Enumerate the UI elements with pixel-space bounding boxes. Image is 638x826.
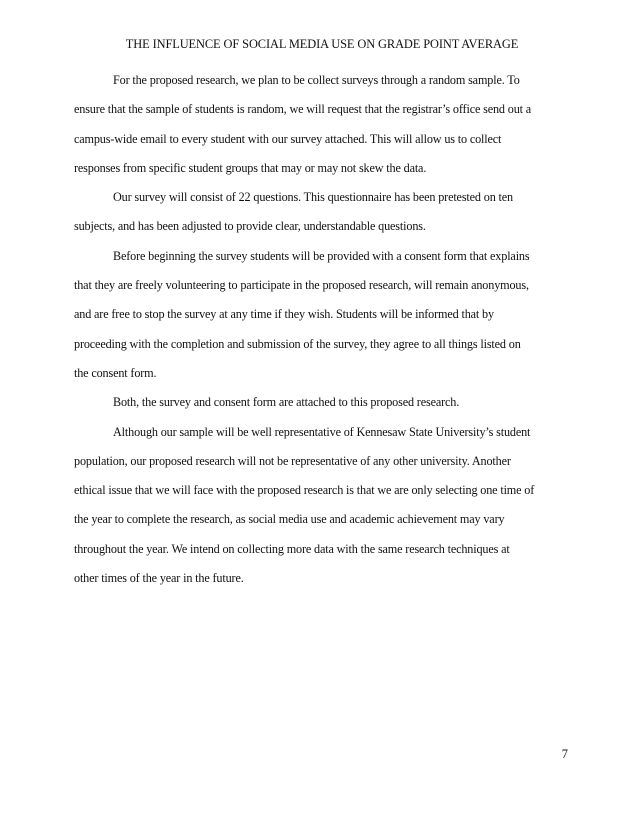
paragraph-sampling-line-4: responses from specific student groups that may or may not skew the data. xyxy=(74,160,427,175)
paragraph-sampling-line-3: campus-wide email to every student with our survey attached. This will allow us to collect xyxy=(74,131,502,146)
paragraph-limitations-line-4: the year to complete the research, as social media use and academic achievement may vary xyxy=(74,512,505,527)
paragraph-sampling-line-1: For the proposed research, we plan to be collect surveys through a random sample. To xyxy=(113,73,520,87)
paragraph-limitations-line-2: population, our proposed research will not be representative of any other university. Another xyxy=(74,453,511,468)
paragraph-limitations-line-3: ethical issue that we will face with the proposed research is that we are only selecting one time of xyxy=(74,483,535,498)
paragraph-survey-line-2: subjects, and has been adjusted to provide clear, understandable questions. xyxy=(74,219,426,234)
paragraph-consent-line-2: that they are freely volunteering to participate in the proposed research, will remain anonymous, xyxy=(74,278,529,293)
paragraph-sampling-line-2: ensure that the sample of students is random, we will request that the registrar’s office send out a xyxy=(74,102,532,117)
paragraph-limitations-line-5: throughout the year. We intend on collecting more data with the same research techniques at xyxy=(74,541,510,556)
paragraph-attachments-line-1: Both, the survey and consent form are attached to this proposed research. xyxy=(113,395,460,410)
paragraph-consent-line-1: Before beginning the survey students will be provided with a consent form that explains xyxy=(113,248,530,263)
body-text xyxy=(74,66,574,593)
page-number: 7 xyxy=(561,747,568,761)
paragraph-consent-line-5: the consent form. xyxy=(74,365,157,380)
paragraph-consent-line-3: and are free to stop the survey at any time if they wish. Students will be informed that by xyxy=(74,307,494,322)
paragraph-consent-line-4: proceeding with the completion and submission of the survey, they agree to all things listed on xyxy=(74,336,521,351)
paragraph-limitations-line-1: Although our sample will be well representative of Kennesaw State University’s student xyxy=(113,424,531,439)
running-head: THE INFLUENCE OF SOCIAL MEDIA USE ON GRADE POINT AVERAGE xyxy=(125,37,519,51)
paragraph-survey-line-1: Our survey will consist of 22 questions. This questionnaire has been pretested on ten xyxy=(113,190,513,205)
paragraph-limitations-line-6: other times of the year in the future. xyxy=(74,571,244,586)
